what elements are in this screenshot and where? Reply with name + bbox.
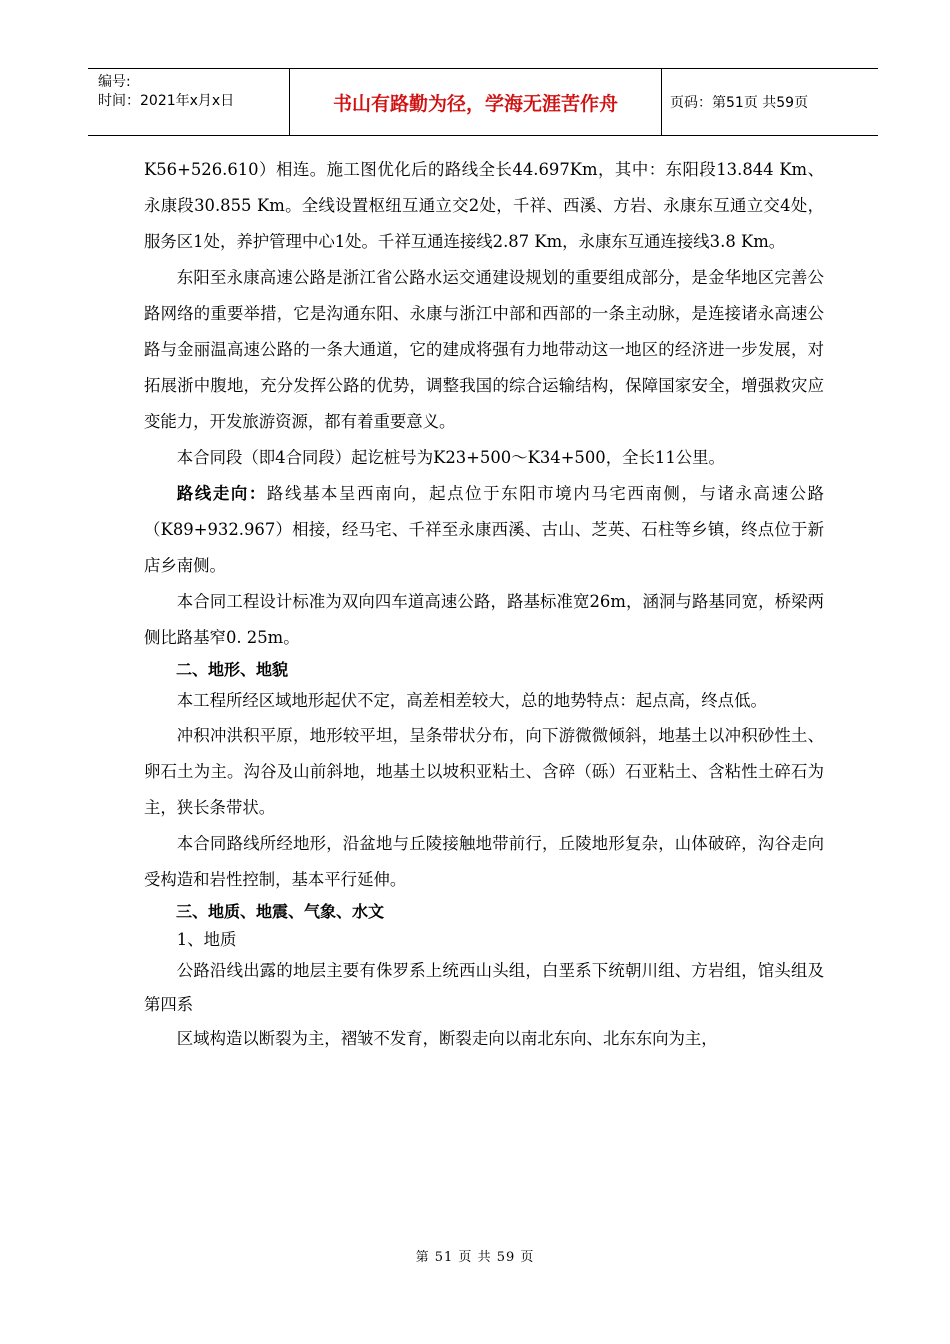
route-text: 路线基本呈西南向，起点位于东阳市境内马宅西南侧，与诸永高速公路（K89+932.967）相接，经马宅、千祥至永康西溪、古山、芝英、石柱等乡镇，终点位于新店乡南侧。 xyxy=(144,484,825,575)
header-motto: 书山有路勤为径，学海无涯苦作舟 xyxy=(290,69,662,135)
document-body xyxy=(144,152,824,1056)
page-footer: 第 51 页 共 59 页 xyxy=(415,1250,535,1265)
paragraph: 区域构造以断裂为主，褶皱不发育，断裂走向以南北东向、北东东向为主， xyxy=(176,1029,718,1048)
header-page-number: 页码：第51页 共59页 xyxy=(670,95,809,111)
header-meta xyxy=(88,69,290,135)
section-heading: 二、地形、地貌 xyxy=(176,660,289,679)
paragraph: K56+526.610）相连。施工图优化后的路线全长44.697Km，其中：东阳段13.844 Km、永康段30.855 Km。全线设置枢纽互通立交2处，千祥、西溪、方岩、永康东互通立交4处，服务区1处，养护管理中心1处。千祥互通连接线2.87 Km，永康东互通连接线3.8 Km。 xyxy=(144,160,824,251)
subsection-heading: 1、地质 xyxy=(176,930,237,949)
paragraph: 公路沿线出露的地层主要有侏罗系上统西山头组，白垩系下统朝川组、方岩组，馆头组及第四系 xyxy=(144,961,824,1014)
paragraph xyxy=(144,476,824,584)
route-heading: 路线走向： xyxy=(176,484,267,503)
header-code: 编号: xyxy=(98,74,131,90)
paragraph: 本合同工程设计标准为双向四车道高速公路，路基标准宽26m，涵洞与路基同宽，桥梁两侧比路基窄0. 25m。 xyxy=(144,592,824,647)
section-heading: 三、地质、地震、气象、水文 xyxy=(176,902,385,921)
page-header xyxy=(88,68,878,136)
paragraph: 本工程所经区域地形起伏不定，高差相差较大，总的地势特点：起点高，终点低。 xyxy=(176,691,767,710)
paragraph: 本合同段（即4合同段）起讫桩号为K23+500～K34+500，全长11公里。 xyxy=(176,448,725,467)
paragraph: 东阳至永康高速公路是浙江省公路水运交通建设规划的重要组成部分，是金华地区完善公路网络的重要举措，它是沟通东阳、永康与浙江中部和西部的一条主动脉，是连接诸永高速公路与金丽温高速公路的一条大通道，它的建成将强有力地带动这一地区的经济进一步发展，对拓展浙中腹地，充分发挥公路的优势，调整我国的综合运输结构，保障国家安全，增强救灾应变能力，开发旅游资源，都有着重要意义。 xyxy=(144,268,824,431)
header-time: 时间：2021年x月x日 xyxy=(98,93,235,109)
paragraph: 本合同路线所经地形，沿盆地与丘陵接触地带前行，丘陵地形复杂，山体破碎，沟谷走向受构造和岩性控制，基本平行延伸。 xyxy=(144,834,824,889)
paragraph: 冲积冲洪积平原，地形较平坦，呈条带状分布，向下游微微倾斜，地基土以冲积砂性土、卵石土为主。沟谷及山前斜地，地基土以坡积亚粘土、含碎（砾）石亚粘土、含粘性土碎石为主，狭长条带状。 xyxy=(144,726,824,817)
